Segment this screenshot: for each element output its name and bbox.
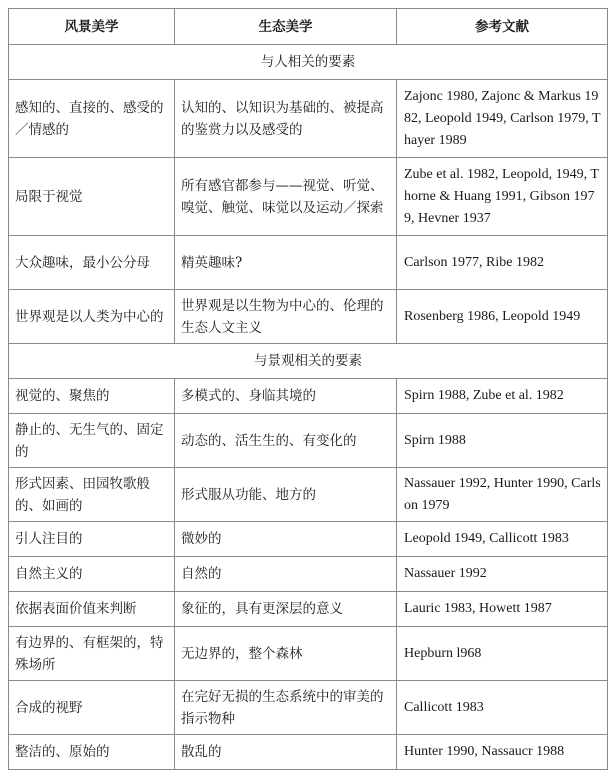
cell-references: Rosenberg 1986, Leopold 1949 [397, 290, 608, 344]
cell-ecological: 所有感官都参与——视觉、听觉、嗅觉、触觉、味觉以及运动／探索 [175, 158, 397, 236]
cell-references: Lauric 1983, Howett 1987 [397, 592, 608, 627]
cell-ecological: 散乱的 [175, 735, 397, 770]
aesthetics-comparison-table [8, 8, 608, 770]
cell-ecological: 形式服从功能、地方的 [175, 468, 397, 522]
cell-ecological: 世界观是以生物为中心的、伦理的生态人文主义 [175, 290, 397, 344]
cell-landscape: 静止的、无生气的、固定的 [9, 414, 175, 468]
document-page [8, 8, 607, 770]
cell-references: Hunter 1990, Nassaucr 1988 [397, 735, 608, 770]
cell-ecological: 无边界的，整个森林 [175, 627, 397, 681]
cell-landscape: 有边界的、有框架的，特殊场所 [9, 627, 175, 681]
cell-ecological: 象征的，具有更深层的意义 [175, 592, 397, 627]
table-row [9, 592, 608, 627]
cell-landscape: 感知的、直接的、感受的／情感的 [9, 80, 175, 158]
cell-ecological: 自然的 [175, 557, 397, 592]
cell-landscape: 局限于视觉 [9, 158, 175, 236]
cell-landscape: 依据表面价值来判断 [9, 592, 175, 627]
cell-ecological: 认知的、以知识为基础的、被提高的鉴赏力以及感受的 [175, 80, 397, 158]
section-title: 与景观相关的要素 [9, 344, 608, 379]
cell-ecological: 微妙的 [175, 522, 397, 557]
table-row [9, 236, 608, 290]
cell-references: Spirn 1988, Zube et al. 1982 [397, 379, 608, 414]
cell-references: Hepburn l968 [397, 627, 608, 681]
table-row [9, 627, 608, 681]
table-row [9, 468, 608, 522]
cell-landscape: 形式因素、田园牧歌般的、如画的 [9, 468, 175, 522]
cell-references: Zube et al. 1982, Leopold, 1949, Thorne & Huang 1991, Gibson 1979, Hevner 1937 [397, 158, 608, 236]
cell-references: Leopold 1949, Callicott 1983 [397, 522, 608, 557]
header-references: 参考文献 [397, 9, 608, 45]
cell-landscape: 整洁的、原始的 [9, 735, 175, 770]
cell-landscape: 自然主义的 [9, 557, 175, 592]
section-row-human [9, 45, 608, 80]
table-row [9, 414, 608, 468]
table-row [9, 80, 608, 158]
table-row [9, 379, 608, 414]
table-row [9, 290, 608, 344]
cell-landscape: 世界观是以人类为中心的 [9, 290, 175, 344]
cell-references: Nassauer 1992 [397, 557, 608, 592]
cell-ecological: 在完好无损的生态系统中的审美的指示物种 [175, 681, 397, 735]
cell-references: Zajonc 1980, Zajonc & Markus 1982, Leopold 1949, Carlson 1979, Thayer 1989 [397, 80, 608, 158]
cell-ecological: 精英趣味? [175, 236, 397, 290]
cell-landscape: 视觉的、聚焦的 [9, 379, 175, 414]
header-ecological: 生态美学 [175, 9, 397, 45]
cell-references: Spirn 1988 [397, 414, 608, 468]
cell-landscape: 大众趣味，最小公分母 [9, 236, 175, 290]
table-row [9, 522, 608, 557]
cell-landscape: 引人注目的 [9, 522, 175, 557]
cell-references: Callicott 1983 [397, 681, 608, 735]
table-row [9, 557, 608, 592]
cell-ecological: 动态的、活生生的、有变化的 [175, 414, 397, 468]
cell-references: Nassauer 1992, Hunter 1990, Carlson 1979 [397, 468, 608, 522]
header-landscape: 风景美学 [9, 9, 175, 45]
cell-references: Carlson 1977, Ribe 1982 [397, 236, 608, 290]
cell-landscape: 合成的视野 [9, 681, 175, 735]
cell-ecological: 多模式的、身临其境的 [175, 379, 397, 414]
table-row [9, 681, 608, 735]
section-title: 与人相关的要素 [9, 45, 608, 80]
table-row [9, 735, 608, 770]
section-row-landscape [9, 344, 608, 379]
table-row [9, 158, 608, 236]
header-row [9, 9, 608, 45]
